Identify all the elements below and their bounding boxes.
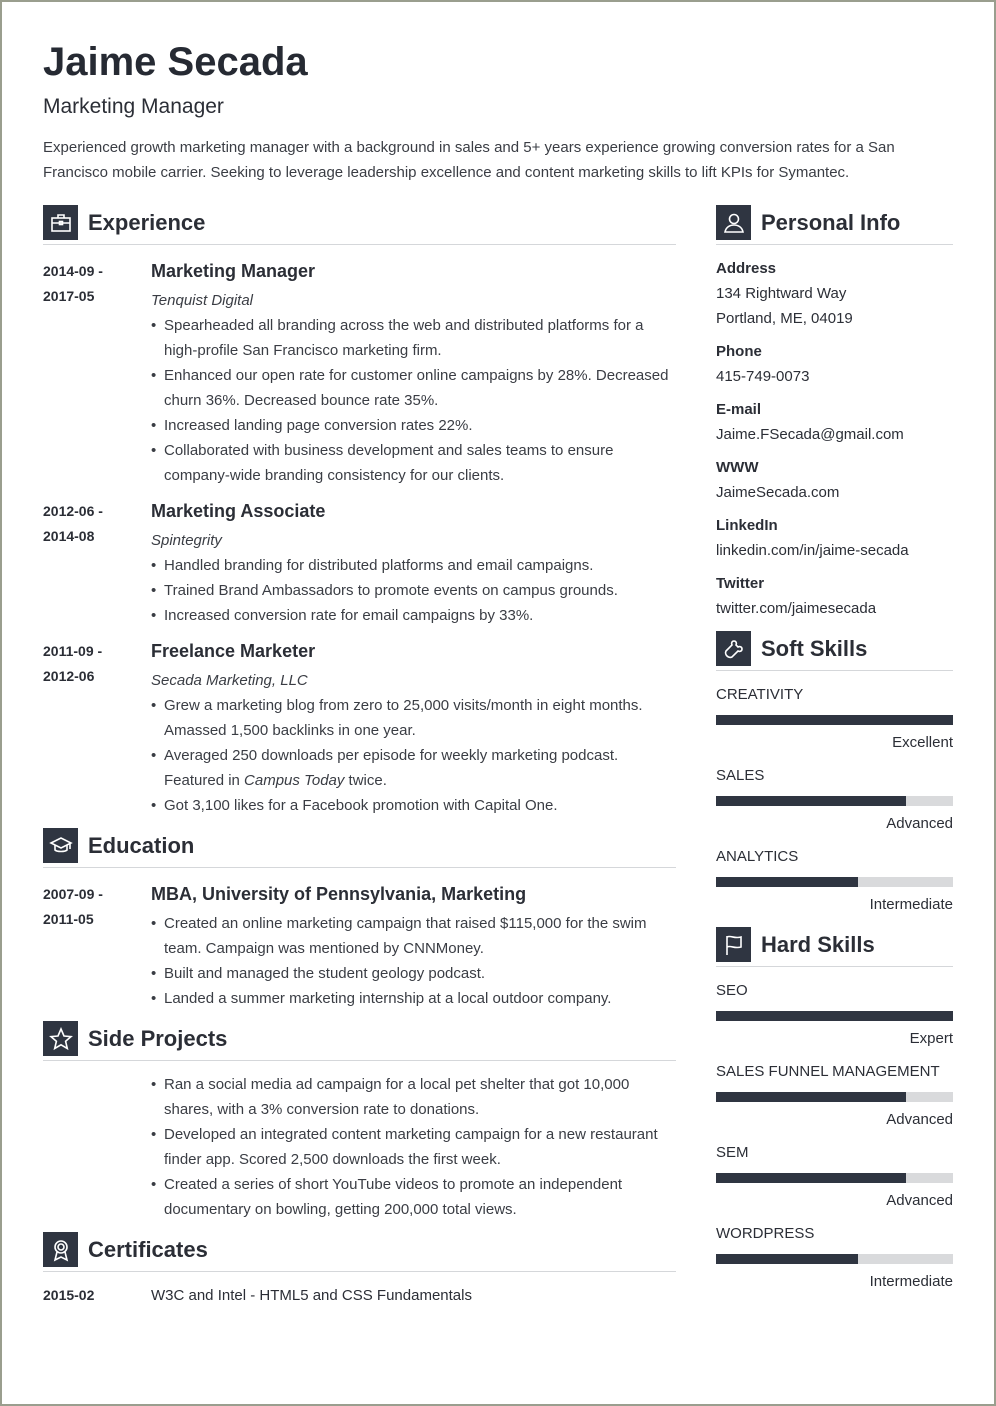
side-projects-bullets — [151, 1072, 671, 1222]
skill-bar — [716, 877, 953, 887]
linkedin-label: LinkedIn — [716, 517, 778, 534]
phone-label: Phone — [716, 343, 762, 360]
job-title: Marketing Associate — [151, 501, 326, 521]
skill-bar-fill — [716, 877, 858, 887]
candidate-role: Marketing Manager — [43, 95, 224, 118]
skill-name: CREATIVITY — [716, 686, 804, 703]
address-label: Address — [716, 260, 777, 277]
job-date-end: 2012-06 — [43, 668, 95, 684]
puzzle-icon — [716, 631, 751, 666]
www-label: WWW — [716, 459, 759, 476]
job-bullets — [151, 693, 671, 818]
skill-level: Intermediate — [869, 896, 953, 913]
skill-name: ANALYTICS — [716, 848, 799, 865]
education-date-start: 2007-09 - — [43, 886, 103, 902]
side-projects-title: Side Projects — [88, 1026, 228, 1051]
skill-bar-fill — [716, 1011, 953, 1021]
skill-name: SALES — [716, 767, 765, 784]
phone-value: 415-749-0073 — [716, 368, 810, 385]
hard-skills-title: Hard Skills — [761, 932, 875, 957]
education-date — [43, 882, 143, 932]
skill-bar — [716, 796, 953, 806]
skill-level: Intermediate — [869, 1273, 953, 1290]
skill-name: SEO — [716, 982, 748, 999]
experience-title: Experience — [88, 210, 206, 235]
twitter-label: Twitter — [716, 575, 765, 592]
education-date-end: 2011-05 — [43, 911, 94, 927]
list-item: • Landed a summer marketing internship at a local outdoor company. — [151, 986, 671, 1011]
list-item: • Built and managed the student geology podcast. — [151, 961, 671, 986]
experience-header — [43, 205, 676, 245]
list-item: • Increased landing page conversion rates 22%. — [151, 413, 671, 438]
certificate-date: 2015-02 — [43, 1287, 95, 1303]
list-item: • Created an online marketing campaign that raised $115,000 for the swim team. Campaign was mentioned by CNNMoney. — [151, 911, 671, 961]
skill-name: WORDPRESS — [716, 1225, 815, 1242]
job-bullets — [151, 553, 671, 628]
bullet-text-tail: twice. — [344, 772, 387, 789]
skill-level: Advanced — [886, 1192, 953, 1209]
list-item: • Handled branding for distributed platforms and email campaigns. — [151, 553, 671, 578]
job-date-start: 2012-06 - — [43, 503, 103, 519]
job-date-end: 2017-05 — [43, 288, 95, 304]
list-item: • Created a series of short YouTube videos to promote an independent documentary on bowling, getting 200,000 total views. — [151, 1172, 671, 1222]
soft-skills-header — [716, 631, 953, 671]
www-value: JaimeSecada.com — [716, 484, 840, 501]
graduation-cap-icon — [43, 828, 78, 863]
certificate-name: W3C and Intel - HTML5 and CSS Fundamentals — [151, 1287, 472, 1304]
education-title: Education — [88, 833, 195, 858]
skill-name: SEM — [716, 1144, 749, 1161]
job-title: Freelance Marketer — [151, 641, 316, 661]
job-company: Tenquist Digital — [151, 292, 254, 309]
award-ribbon-icon — [43, 1232, 78, 1267]
list-item: • Grew a marketing blog from zero to 25,000 visits/month in eight months. Amassed 1,500 backlinks in one year. — [151, 693, 671, 743]
skill-level: Advanced — [886, 815, 953, 832]
job-date-end: 2014-08 — [43, 528, 95, 544]
list-item: • Trained Brand Ambassadors to promote events on campus grounds. — [151, 578, 671, 603]
side-projects-header — [43, 1021, 676, 1061]
address-line2: Portland, ME, 04019 — [716, 310, 853, 327]
education-degree: MBA, University of Pennsylvania, Marketing — [151, 884, 527, 904]
job-date — [43, 259, 143, 309]
skill-bar — [716, 715, 953, 725]
summary-text: Experienced growth marketing manager with a background in sales and 5+ years experience growing conversion rates for a San Francisco mobile carrier. Seeking to leverage leadership excellence and content marketing skills to lift KPIs for Symantec. — [43, 139, 895, 181]
flag-icon — [716, 927, 751, 962]
job-date — [43, 499, 143, 549]
skill-bar — [716, 1092, 953, 1102]
job-company: Secada Marketing, LLC — [151, 672, 308, 689]
job-title: Marketing Manager — [151, 261, 316, 281]
job-date-start: 2011-09 - — [43, 643, 103, 659]
skill-bar-fill — [716, 1254, 858, 1264]
personal-info-header — [716, 205, 953, 245]
job-bullets — [151, 313, 671, 488]
star-icon — [43, 1021, 78, 1056]
list-item — [151, 743, 671, 793]
job-date-start: 2014-09 - — [43, 263, 103, 279]
list-item: • Ran a social media ad campaign for a local pet shelter that got 10,000 shares, with a 3% conversion rate to donations. — [151, 1072, 671, 1122]
list-item: • Spearheaded all branding across the web and distributed platforms for a high-profile San Francisco marketing firm. — [151, 313, 671, 363]
education-bullets — [151, 911, 671, 1011]
certificates-title: Certificates — [88, 1237, 208, 1262]
skill-bar — [716, 1011, 953, 1021]
skill-bar-fill — [716, 796, 906, 806]
address-line1: 134 Rightward Way — [716, 285, 847, 302]
skill-name: SALES FUNNEL MANAGEMENT — [716, 1063, 940, 1080]
skill-bar-fill — [716, 1092, 906, 1102]
list-item: • Got 3,100 likes for a Facebook promotion with Capital One. — [151, 793, 671, 818]
certificates-header — [43, 1232, 676, 1272]
list-item: • Increased conversion rate for email campaigns by 33%. — [151, 603, 671, 628]
email-label: E-mail — [716, 401, 762, 418]
email-value: Jaime.FSecada@gmail.com — [716, 426, 904, 443]
skill-bar — [716, 1254, 953, 1264]
candidate-name: Jaime Secada — [43, 40, 308, 84]
skill-bar-fill — [716, 1173, 906, 1183]
job-date — [43, 639, 143, 689]
linkedin-value: linkedin.com/in/jaime-secada — [716, 542, 909, 559]
education-header — [43, 828, 676, 868]
job-company: Spintegrity — [151, 532, 222, 549]
bullet-text: Averaged 250 downloads per episode for weekly marketing podcast. Featured in — [164, 747, 619, 789]
briefcase-icon — [43, 205, 78, 240]
user-icon — [716, 205, 751, 240]
hard-skills-header — [716, 927, 953, 967]
list-item: • Collaborated with business development and sales teams to ensure company-wide branding consistency for our clients. — [151, 438, 671, 488]
twitter-value: twitter.com/jaimesecada — [716, 600, 877, 617]
soft-skills-title: Soft Skills — [761, 636, 868, 661]
skill-bar-fill — [716, 715, 953, 725]
skill-level: Expert — [909, 1030, 953, 1047]
skill-level: Excellent — [892, 734, 953, 751]
skill-bar — [716, 1173, 953, 1183]
list-item: • Developed an integrated content marketing campaign for a new restaurant finder app. Scored 2,500 downloads the first week. — [151, 1122, 671, 1172]
featured-publication: Campus Today — [244, 772, 345, 789]
personal-info-title: Personal Info — [761, 210, 901, 235]
list-item: • Enhanced our open rate for customer online campaigns by 28%. Decreased churn 36%. Decreased bounce rate 35%. — [151, 363, 671, 413]
skill-level: Advanced — [886, 1111, 953, 1128]
